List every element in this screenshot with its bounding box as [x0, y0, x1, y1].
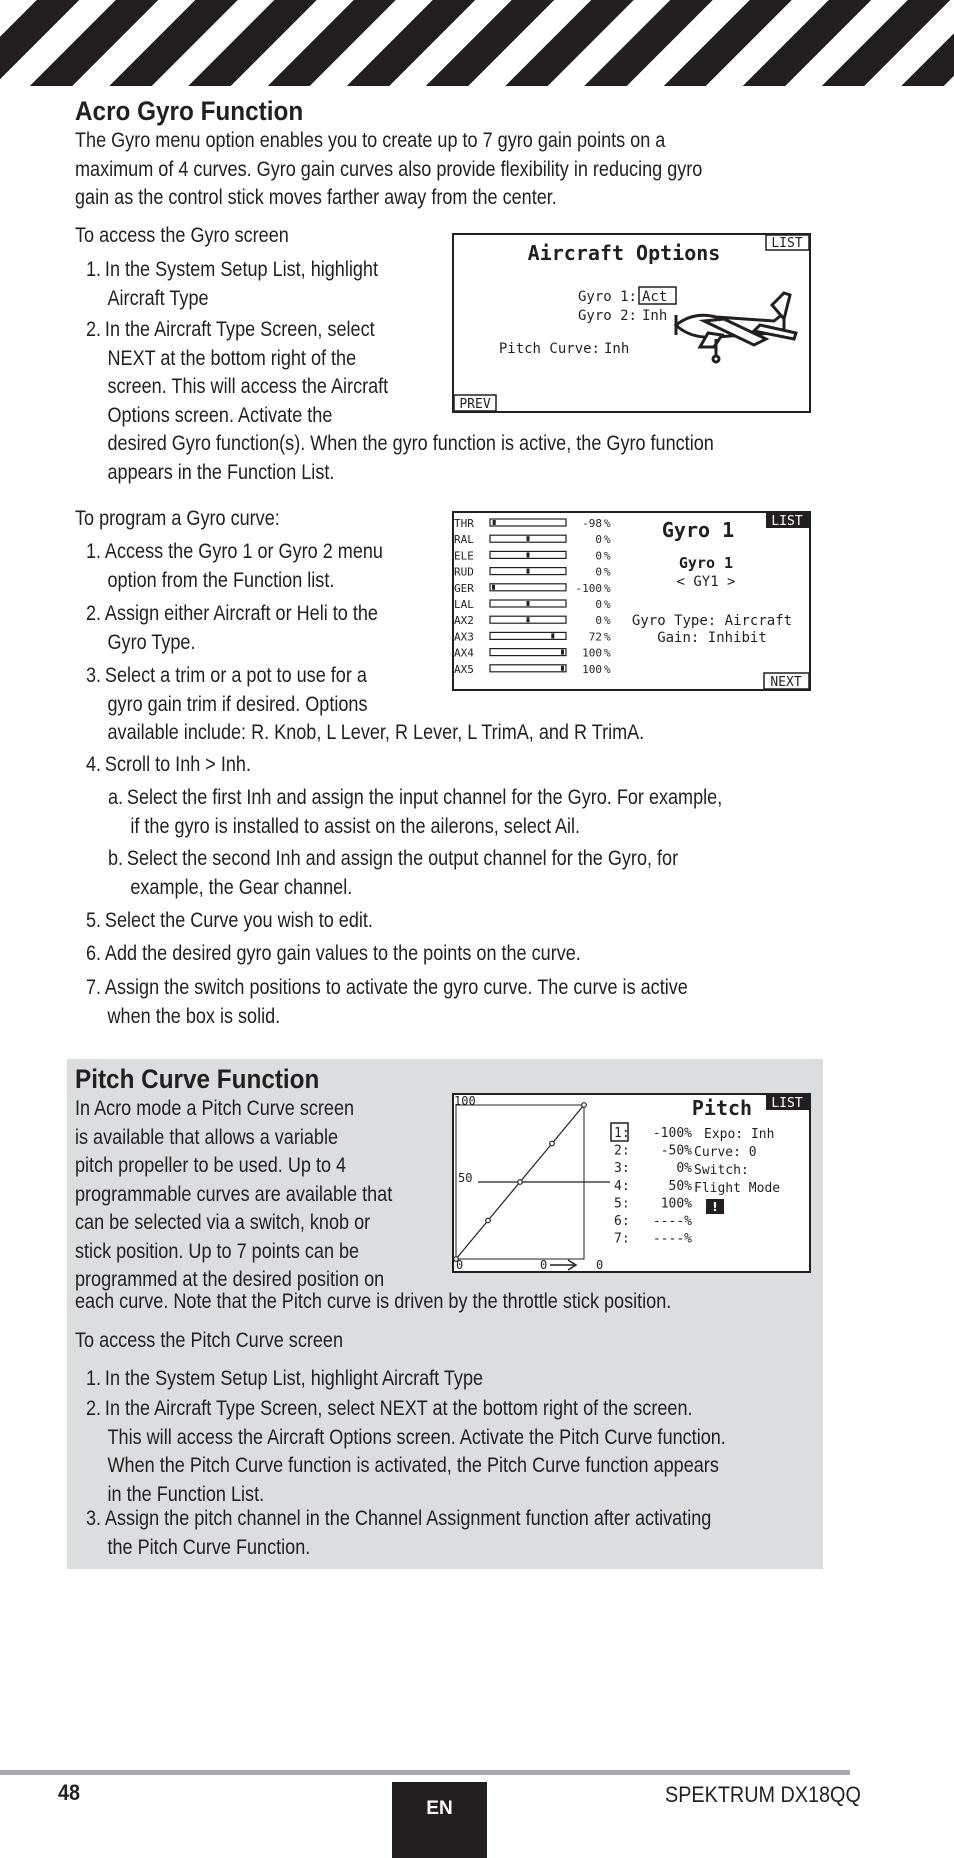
axis-bottom-left-label: 0	[456, 1258, 464, 1271]
pitch-curve-label: Pitch Curve:	[498, 341, 600, 357]
point-value: 100%	[660, 1196, 692, 1212]
page-number: 48	[58, 1780, 81, 1805]
channel-percent: %	[604, 533, 611, 547]
point-value: 50%	[668, 1178, 692, 1194]
point-label: 2:	[614, 1143, 630, 1159]
point-label: 3:	[614, 1161, 630, 1177]
list-item-number: 1.	[86, 1367, 102, 1390]
channel-value: 100	[582, 662, 602, 676]
pitch-intro-line: programmed at the desired position on	[75, 1268, 385, 1291]
pitch-access-heading: To access the Pitch Curve screen	[75, 1329, 344, 1352]
curve-point	[518, 1180, 523, 1185]
channel-marker	[561, 666, 564, 671]
channel-marker	[493, 520, 496, 525]
list-item-line: NEXT at the bottom right of the	[107, 346, 357, 370]
curve-label: Curve: 0	[694, 1145, 757, 1160]
point-label: 5:	[614, 1196, 630, 1212]
gyro1-value: Act	[642, 289, 668, 305]
list-item-number: a.	[108, 786, 124, 809]
channel-marker	[561, 650, 564, 655]
list-item-line: Assign the switch positions to activate the gyro curve. The curve is active	[104, 976, 688, 999]
channel-bar	[490, 665, 566, 672]
pitch-screen	[452, 1093, 811, 1273]
list-item-number: 7.	[86, 976, 102, 999]
channel-marker	[492, 585, 495, 590]
channel-name: AX5	[454, 662, 474, 676]
channel-bar	[490, 584, 566, 591]
point-value: -100%	[652, 1126, 692, 1141]
pitch-intro-line: pitch propeller to be used. Up to 4	[75, 1154, 347, 1177]
channel-name: THR	[454, 517, 474, 530]
channel-value: -98	[582, 517, 602, 530]
channel-value: 0	[595, 549, 602, 563]
channel-value: -100	[575, 581, 602, 595]
axis-output-label: 0	[596, 1258, 604, 1271]
prev-label: PREV	[459, 397, 491, 411]
channel-marker	[527, 569, 530, 574]
list-item-number: 1.	[86, 258, 102, 281]
pitch-intro-line: In Acro mode a Pitch Curve screen	[75, 1097, 355, 1120]
pitch-list-label: LIST	[771, 1096, 803, 1111]
flight-mode-label: Flight Mode	[694, 1181, 781, 1196]
product-name: SPEKTRUM DX18QQ	[665, 1782, 861, 1807]
list-item-line: gyro gain trim if desired. Options	[107, 692, 368, 716]
channel-value: 0	[595, 614, 602, 628]
axis-top-label: 100	[454, 1095, 476, 1108]
next-label: NEXT	[770, 675, 802, 689]
list-item-line: This will access the Aircraft Options screen. Activate the Pitch Curve function.	[107, 1425, 726, 1449]
list-item-number: 2.	[86, 318, 102, 341]
channel-percent: %	[604, 549, 611, 563]
channel-percent: %	[604, 614, 611, 628]
list-item-line: example, the Gear channel.	[130, 875, 353, 899]
list-item-line: Access the Gyro 1 or Gyro 2 menu	[104, 540, 383, 563]
channel-value: 0	[595, 565, 602, 579]
list-item-line: screen. This will access the Aircraft	[107, 375, 389, 398]
gyro-type-line: Gyro Type: Aircraft	[631, 613, 793, 629]
list-item-line: When the Pitch Curve function is activated, the Pitch Curve function appears	[107, 1454, 719, 1477]
channel-name: AX3	[454, 630, 474, 644]
channel-percent: %	[604, 581, 611, 595]
gyro1-label: Gyro 1:	[577, 289, 637, 305]
list-item-line: appears in the Function List.	[107, 460, 335, 484]
pitch-intro-last: each curve. Note that the Pitch curve is driven by the throttle stick position.	[75, 1290, 672, 1313]
list-item-line: Assign the pitch channel in the Channel Assignment function after activating	[104, 1507, 712, 1530]
channel-marker	[527, 601, 530, 606]
gyro2-label: Gyro 2:	[577, 308, 637, 324]
list-item-line: when the box is solid.	[107, 1004, 281, 1028]
list-item-line: Gyro Type.	[107, 630, 196, 654]
channel-value: 0	[595, 533, 602, 547]
list-item-line: Select the second Inh and assign the output channel for the Gyro, for	[126, 847, 679, 870]
gyro-access-heading: To access the Gyro screen	[75, 224, 289, 247]
list-item-number: 1.	[86, 540, 102, 563]
gyro1-screen	[452, 511, 811, 691]
list-item-line: Options screen. Activate the	[107, 403, 333, 427]
pitch-curve-title: Pitch Curve Function	[75, 1064, 320, 1094]
list-item-line: the Pitch Curve Function.	[107, 1535, 311, 1559]
expo-label: Expo: Inh	[704, 1127, 775, 1142]
list-item-line: Aircraft Type	[107, 286, 209, 310]
channel-name: ELE	[454, 549, 474, 563]
point-value: ----%	[652, 1231, 692, 1247]
channel-name: GER	[454, 581, 474, 595]
switch-label: Switch:	[694, 1163, 749, 1178]
channel-name: RAL	[454, 533, 474, 547]
list-item-number: b.	[108, 847, 124, 870]
point-label: 7:	[614, 1231, 630, 1247]
gyro-code: < GY1 >	[676, 574, 736, 590]
list-item-line: Add the desired gyro gain values to the points on the curve.	[104, 942, 581, 965]
list-item-line: In the Aircraft Type Screen, select	[104, 318, 375, 341]
aircraft-options-screen	[452, 233, 811, 413]
channel-name: LAL	[454, 598, 474, 611]
list-item-number: 6.	[86, 942, 102, 965]
gyro-gain-line: Gain: Inhibit	[657, 630, 767, 646]
channel-value: 100	[582, 646, 602, 660]
channel-bar	[490, 649, 566, 656]
aircraft-options-screen-title: Aircraft Options	[527, 241, 721, 265]
channel-marker	[527, 552, 530, 557]
point-label: 4:	[614, 1178, 630, 1194]
list-item-line: Assign either Aircraft or Heli to the	[104, 602, 378, 625]
list-item-number: 4.	[86, 753, 102, 776]
list-item-line: Scroll to Inh > Inh.	[104, 753, 251, 776]
channel-name: RUD	[454, 565, 474, 579]
list-item-line: Select the first Inh and assign the input channel for the Gyro. For example,	[126, 786, 723, 809]
gyro1-screen-title: Gyro 1	[661, 518, 735, 542]
airplane-icon	[676, 293, 796, 362]
channel-percent: %	[604, 565, 611, 579]
channel-percent: %	[604, 517, 611, 530]
channel-percent: %	[604, 598, 611, 611]
language-tab: EN	[392, 1782, 487, 1858]
point-value: ----%	[652, 1214, 692, 1229]
channel-bar	[490, 519, 566, 526]
point-label: 6:	[614, 1214, 630, 1229]
channel-percent: %	[604, 662, 611, 676]
gyro-program-heading: To program a Gyro curve:	[75, 507, 280, 530]
list-item-number: 3.	[86, 664, 102, 687]
channel-value: 0	[595, 598, 602, 611]
list-item-line: option from the Function list.	[107, 568, 335, 592]
point-value: 0%	[676, 1161, 692, 1177]
channel-marker	[551, 633, 554, 638]
flight-mode-marker: !	[712, 1200, 718, 1214]
list-item-number: 5.	[86, 909, 102, 932]
curve-point	[582, 1103, 587, 1108]
list-item-number: 2.	[86, 602, 102, 625]
axis-input-label: 0	[540, 1258, 548, 1271]
channel-marker	[527, 536, 530, 541]
curve-point	[486, 1218, 491, 1223]
point-label: 1:	[614, 1126, 630, 1141]
channel-percent: %	[604, 646, 611, 660]
point-value: -50%	[660, 1143, 692, 1159]
curve-point	[550, 1141, 555, 1146]
pitch-curve-value: Inh	[604, 341, 630, 357]
channel-marker	[527, 617, 530, 622]
pitch-intro-line: programmable curves are available that	[75, 1182, 393, 1206]
pitch-intro-line: is available that allows a variable	[75, 1125, 339, 1149]
pitch-screen-title: Pitch	[691, 1096, 753, 1120]
list-item-line: available include: R. Knob, L Lever, R Lever, L TrimA, and R TrimA.	[107, 721, 645, 744]
channel-name: AX2	[454, 614, 474, 628]
acro-gyro-title: Acro Gyro Function	[75, 96, 304, 126]
list-item-line: In the Aircraft Type Screen, select NEXT at the bottom right of the screen.	[104, 1397, 693, 1420]
list-item-line: Select the Curve you wish to edit.	[104, 909, 373, 932]
list-item-number: 3.	[86, 1507, 102, 1530]
list-item-line: in the Function List.	[107, 1482, 265, 1506]
channel-value: 72	[588, 630, 602, 644]
gyro2-value: Inh	[642, 308, 668, 324]
list-label: LIST	[771, 236, 803, 251]
list-item-line: Select a trim or a pot to use for a	[104, 664, 367, 687]
hazard-stripe-header	[0, 0, 954, 86]
list-item-line: In the System Setup List, highlight Aircraft Type	[104, 1367, 484, 1390]
channel-percent: %	[604, 630, 611, 644]
axis-mid-label: 50	[458, 1171, 473, 1185]
acro-gyro-intro: The Gyro menu option enables you to create up to 7 gyro gain points on a maximum of 4 curves. Gyro gain curves also provide flexibility in reducing gyro gain as the control stick moves farther away from the center.	[75, 129, 703, 209]
gyro-list-label: LIST	[771, 514, 803, 529]
list-item-line: In the System Setup List, highlight	[104, 258, 378, 281]
channel-bar	[490, 632, 566, 639]
list-item-line: desired Gyro function(s). When the gyro function is active, the Gyro function	[107, 432, 714, 455]
list-item-number: 2.	[86, 1397, 102, 1420]
gyro-name: Gyro 1	[678, 554, 734, 572]
footer-rule	[0, 1770, 850, 1775]
list-item-line: if the gyro is installed to assist on the ailerons, select Ail.	[130, 814, 581, 838]
pitch-intro-line: stick position. Up to 7 points can be	[75, 1239, 360, 1263]
channel-name: AX4	[454, 646, 474, 660]
pitch-intro-line: can be selected via a switch, knob or	[75, 1211, 371, 1234]
